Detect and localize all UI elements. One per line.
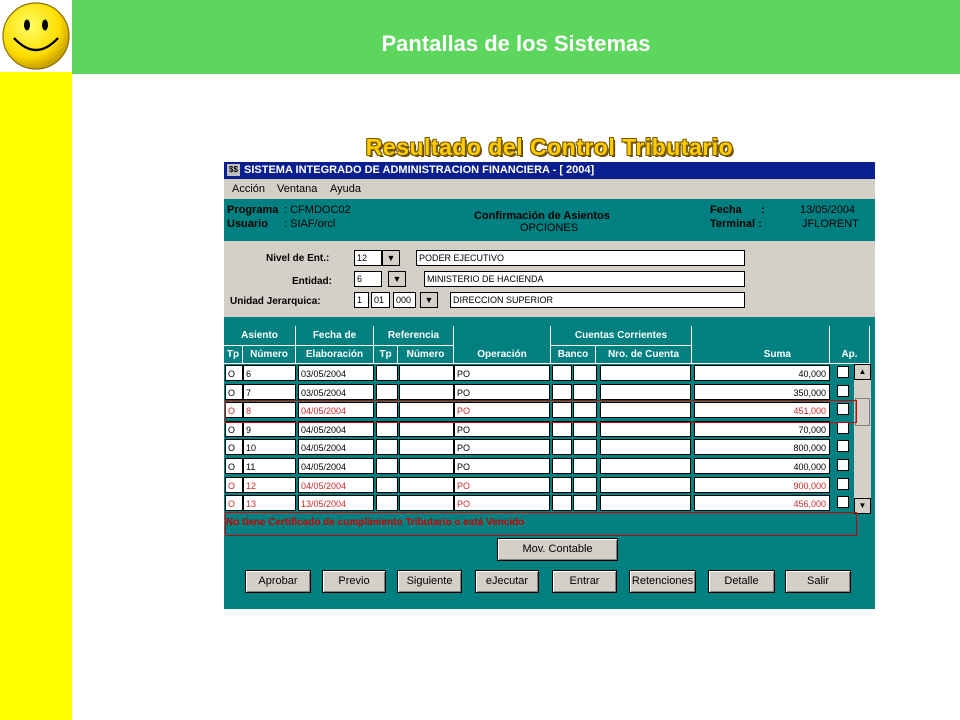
cell-banco-a[interactable] bbox=[552, 439, 572, 455]
terminal-value: JFLORENT bbox=[802, 218, 859, 230]
logo bbox=[0, 0, 72, 72]
slide-title: Resultado del Control Tributario bbox=[365, 134, 734, 160]
detalle-button[interactable]: Detalle bbox=[708, 570, 775, 593]
col-suma: Suma bbox=[692, 346, 830, 364]
cell-banco-a[interactable] bbox=[552, 365, 572, 381]
cell-operacion[interactable]: PO bbox=[454, 384, 550, 400]
col-elaboracion: Elaboración bbox=[296, 346, 374, 364]
cell-ref-tp[interactable] bbox=[376, 421, 398, 437]
cell-nro-cuenta[interactable] bbox=[600, 439, 691, 455]
arrow-down-icon: ▼ bbox=[392, 274, 402, 284]
app-window bbox=[224, 162, 875, 609]
cell-nro-cuenta[interactable] bbox=[600, 477, 691, 493]
scroll-up-button[interactable] bbox=[854, 364, 871, 380]
window-title: SISTEMA INTEGRADO DE ADMINISTRACION FINANCIERA - [ 2004] bbox=[244, 164, 595, 176]
cell-suma[interactable]: 451,000 bbox=[694, 402, 830, 418]
cell-suma[interactable]: 40,000 bbox=[694, 365, 830, 381]
approve-checkbox[interactable] bbox=[837, 385, 849, 397]
entidad-code-input[interactable]: 6 bbox=[354, 271, 382, 287]
cell-banco-b[interactable] bbox=[573, 384, 597, 400]
cell-numero[interactable]: 10 bbox=[243, 439, 296, 455]
info-bar bbox=[224, 199, 875, 241]
cell-operacion[interactable]: PO bbox=[454, 402, 550, 418]
cell-ref-tp[interactable] bbox=[376, 458, 398, 474]
cell-tp[interactable]: O bbox=[225, 477, 243, 493]
cell-fecha[interactable]: 04/05/2004 bbox=[298, 421, 374, 437]
arrow-down-icon: ▼ bbox=[424, 295, 434, 305]
cell-numero[interactable]: 7 bbox=[243, 384, 296, 400]
usuario-label: Usuario bbox=[227, 218, 268, 230]
col-ref-numero: Número bbox=[398, 346, 454, 364]
cell-operacion[interactable]: PO bbox=[454, 439, 550, 455]
cell-banco-b[interactable] bbox=[573, 421, 597, 437]
cell-fecha[interactable]: 04/05/2004 bbox=[298, 439, 374, 455]
cell-suma[interactable]: 800,000 bbox=[694, 439, 830, 455]
programa-label: Programa bbox=[227, 204, 279, 216]
cell-ref-tp[interactable] bbox=[376, 477, 398, 493]
cell-banco-a[interactable] bbox=[552, 477, 572, 493]
approve-checkbox[interactable] bbox=[837, 459, 849, 471]
cell-fecha[interactable]: 04/05/2004 bbox=[298, 402, 374, 418]
cell-suma[interactable]: 350,000 bbox=[694, 384, 830, 400]
cell-fecha[interactable]: 04/05/2004 bbox=[298, 458, 374, 474]
retenciones-button[interactable]: Retenciones bbox=[629, 570, 696, 593]
cell-operacion[interactable]: PO bbox=[454, 458, 550, 474]
cell-ref-numero[interactable] bbox=[399, 439, 454, 455]
cell-banco-b[interactable] bbox=[573, 477, 597, 493]
cell-fecha[interactable]: 03/05/2004 bbox=[298, 365, 374, 381]
header-operacion-top bbox=[454, 326, 551, 346]
header-asiento: Asiento bbox=[224, 326, 296, 346]
nivel-description: PODER EJECUTIVO bbox=[416, 250, 745, 266]
siguiente-button[interactable]: Siguiente bbox=[397, 570, 462, 593]
mov-contable-button[interactable]: Mov. Contable bbox=[497, 538, 618, 561]
menu-bar bbox=[224, 179, 875, 199]
entidad-description: MINISTERIO DE HACIENDA bbox=[424, 271, 745, 287]
cell-numero[interactable]: 12 bbox=[243, 477, 296, 493]
programa-value: : CFMDOC02 bbox=[284, 204, 351, 216]
cell-banco-b[interactable] bbox=[573, 439, 597, 455]
arrow-down-icon: ▼ bbox=[386, 253, 396, 263]
nivel-dropdown-button[interactable] bbox=[382, 250, 400, 266]
fecha-value: 13/05/2004 bbox=[800, 204, 856, 216]
screen-subtitle: OPCIONES bbox=[520, 222, 579, 234]
cell-ref-numero[interactable] bbox=[399, 421, 454, 437]
cell-nro-cuenta[interactable] bbox=[600, 458, 691, 474]
cell-nro-cuenta[interactable] bbox=[600, 365, 691, 381]
cell-tp[interactable]: O bbox=[225, 365, 243, 381]
cell-suma[interactable]: 70,000 bbox=[694, 421, 830, 437]
unidad-code3-input[interactable]: 000 bbox=[393, 292, 416, 308]
cell-fecha[interactable]: 03/05/2004 bbox=[298, 384, 374, 400]
cell-numero[interactable]: 9 bbox=[243, 421, 296, 437]
cell-banco-a[interactable] bbox=[552, 421, 572, 437]
cell-ref-numero[interactable] bbox=[399, 384, 454, 400]
unidad-code2-input[interactable]: 01 bbox=[371, 292, 390, 308]
table-row[interactable] bbox=[224, 457, 875, 475]
cell-ref-numero[interactable] bbox=[399, 495, 454, 511]
cell-operacion[interactable]: PO bbox=[454, 495, 550, 511]
screen-title: Confirmación de Asientos bbox=[474, 210, 610, 222]
cell-ref-tp[interactable] bbox=[376, 365, 398, 381]
table-row[interactable] bbox=[224, 438, 875, 456]
header-fecha-de: Fecha de bbox=[296, 326, 374, 346]
arrow-down-icon: ▼ bbox=[858, 501, 867, 510]
col-operacion: Operación bbox=[454, 346, 551, 364]
unidad-label: Unidad Jerarquica: bbox=[230, 296, 321, 307]
cell-suma[interactable]: 400,000 bbox=[694, 458, 830, 474]
header-suma-top bbox=[692, 326, 830, 346]
cell-numero[interactable]: 11 bbox=[243, 458, 296, 474]
col-numero: Número bbox=[243, 346, 296, 364]
header-cuentas-corrientes: Cuentas Corrientes bbox=[551, 326, 692, 346]
filter-form bbox=[224, 241, 875, 317]
previo-button[interactable]: Previo bbox=[322, 570, 386, 593]
aprobar-button[interactable]: Aprobar bbox=[245, 570, 311, 593]
smiley-face-icon bbox=[0, 0, 72, 72]
entidad-label: Entidad: bbox=[292, 276, 332, 287]
salir-button[interactable]: Salir bbox=[785, 570, 851, 593]
error-message: No tiene Certificado de cumplimiento Tributario o está Vencido bbox=[226, 517, 525, 528]
header-referencia: Referencia bbox=[374, 326, 454, 346]
fecha-label: Fecha bbox=[710, 204, 742, 216]
cell-ref-numero[interactable] bbox=[399, 458, 454, 474]
col-ap: Ap. bbox=[830, 346, 870, 364]
unidad-code1-input[interactable]: 1 bbox=[354, 292, 369, 308]
fecha-separator: : bbox=[761, 204, 765, 216]
entidad-dropdown-button[interactable] bbox=[388, 271, 406, 287]
unidad-description: DIRECCION SUPERIOR bbox=[450, 292, 745, 308]
cell-banco-a[interactable] bbox=[552, 458, 572, 474]
cell-banco-b[interactable] bbox=[573, 458, 597, 474]
cell-numero[interactable]: 6 bbox=[243, 365, 296, 381]
cell-nro-cuenta[interactable] bbox=[600, 384, 691, 400]
cell-suma[interactable]: 900,000 bbox=[694, 477, 830, 493]
cell-suma[interactable]: 456,000 bbox=[694, 495, 830, 511]
cell-tp[interactable]: O bbox=[225, 439, 243, 455]
approve-checkbox[interactable] bbox=[837, 422, 849, 434]
cell-tp[interactable]: O bbox=[225, 495, 243, 511]
table-body bbox=[224, 364, 875, 514]
cell-banco-b[interactable] bbox=[573, 495, 597, 511]
approve-checkbox[interactable] bbox=[837, 366, 849, 378]
highlight-box-row bbox=[225, 400, 857, 423]
vertical-scrollbar[interactable] bbox=[854, 364, 871, 514]
cell-banco-b[interactable] bbox=[573, 365, 597, 381]
cell-tp[interactable]: O bbox=[225, 384, 243, 400]
cell-banco-a[interactable] bbox=[552, 495, 572, 511]
cell-fecha[interactable]: 13/05/2004 bbox=[298, 495, 374, 511]
cell-tp[interactable]: O bbox=[225, 402, 243, 418]
cell-numero[interactable]: 8 bbox=[243, 402, 296, 418]
col-banco: Banco bbox=[551, 346, 596, 364]
table-row[interactable] bbox=[224, 364, 875, 382]
header-bar bbox=[72, 0, 960, 74]
cell-tp[interactable]: O bbox=[225, 421, 243, 437]
cell-ref-tp[interactable] bbox=[376, 495, 398, 511]
cell-ref-numero[interactable] bbox=[399, 365, 454, 381]
menu-ventana[interactable]: Ventana bbox=[277, 183, 318, 195]
nivel-code-input[interactable]: 12 bbox=[354, 250, 382, 266]
col-tp: Tp bbox=[224, 346, 243, 364]
window-titlebar bbox=[224, 162, 875, 179]
ejecutar-button[interactable]: eJecutar bbox=[475, 570, 539, 593]
unidad-dropdown-button[interactable] bbox=[420, 292, 438, 308]
cell-numero[interactable]: 13 bbox=[243, 495, 296, 511]
nivel-label: Nivel de Ent.: bbox=[266, 253, 330, 264]
menu-ayuda[interactable]: Ayuda bbox=[330, 183, 361, 195]
cell-nro-cuenta[interactable] bbox=[600, 421, 691, 437]
cell-nro-cuenta[interactable] bbox=[600, 495, 691, 511]
cell-ref-tp[interactable] bbox=[376, 439, 398, 455]
cell-operacion[interactable]: PO bbox=[454, 477, 550, 493]
approve-checkbox[interactable] bbox=[837, 478, 849, 490]
cell-banco-a[interactable] bbox=[552, 384, 572, 400]
terminal-label: Terminal : bbox=[710, 218, 762, 230]
entrar-button[interactable]: Entrar bbox=[552, 570, 617, 593]
scroll-thumb[interactable] bbox=[855, 398, 870, 426]
app-icon: $$ bbox=[227, 164, 240, 176]
arrow-up-icon: ▲ bbox=[858, 367, 867, 376]
cell-operacion[interactable]: PO bbox=[454, 365, 550, 381]
cell-tp[interactable]: O bbox=[225, 458, 243, 474]
cell-operacion[interactable]: PO bbox=[454, 421, 550, 437]
cell-ref-tp[interactable] bbox=[376, 384, 398, 400]
col-nro-cuenta: Nro. de Cuenta bbox=[596, 346, 692, 364]
table-row[interactable] bbox=[224, 383, 875, 401]
cell-ref-numero[interactable] bbox=[399, 477, 454, 493]
usuario-value: : SIAF/orcl bbox=[284, 218, 336, 230]
table-row[interactable] bbox=[224, 476, 875, 494]
approve-checkbox[interactable] bbox=[837, 440, 849, 452]
table-row[interactable] bbox=[224, 494, 875, 512]
cell-fecha[interactable]: 04/05/2004 bbox=[298, 477, 374, 493]
header-ap-top bbox=[830, 326, 870, 346]
menu-accion[interactable]: Acción bbox=[232, 183, 266, 195]
approve-checkbox[interactable] bbox=[837, 496, 849, 508]
col-ref-tp: Tp bbox=[374, 346, 398, 364]
header-title: Pantallas de los Sistemas bbox=[381, 31, 651, 56]
left-sidebar-bar bbox=[0, 0, 72, 720]
